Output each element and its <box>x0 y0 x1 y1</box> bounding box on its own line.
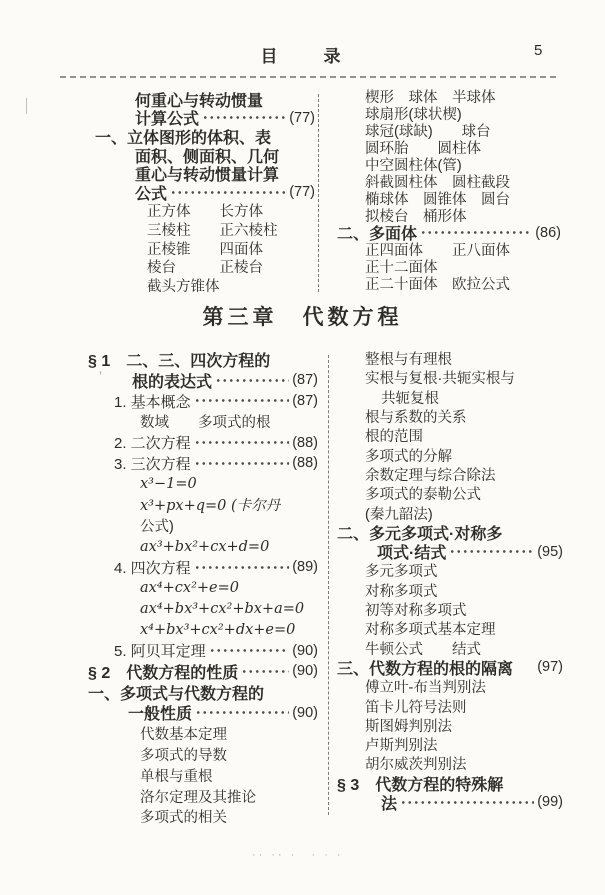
dot-leader <box>449 546 534 557</box>
entry-page-number: (97) <box>537 659 563 676</box>
toc-entry-text: 根的表达式 <box>132 373 213 391</box>
toc-entry-text: 项式·结式 <box>377 545 447 563</box>
header-rule <box>60 76 556 78</box>
toc-line <box>95 164 315 183</box>
entry-page-number: (89) <box>292 559 318 576</box>
toc-line <box>88 661 318 682</box>
toc-entry-text: 椭球体 圆锥体 圆台 <box>365 192 510 208</box>
toc-line <box>88 557 318 578</box>
toc-line <box>88 682 318 703</box>
toc-line <box>337 677 563 696</box>
entry-page-number: (77) <box>289 109 315 126</box>
dot-leader <box>400 797 534 808</box>
entry-page-number: (87) <box>292 372 318 389</box>
toc-entry-text: 多项式的导数 <box>140 748 227 765</box>
toc-line <box>95 220 315 239</box>
toc-entry-text: 中空圆柱体(管) <box>365 158 462 174</box>
toc-entry-text: 三、代数方程的根的隔离 <box>337 660 514 678</box>
toc-entry-text: 正二十面体 欧拉公式 <box>365 277 510 293</box>
toc-line <box>88 578 318 599</box>
dot-leader <box>202 112 286 123</box>
toc-entry-text: 对称多项式基本定理 <box>365 622 496 639</box>
toc-entry-text: § 3 代数方程的特殊解 <box>337 776 504 794</box>
toc-entry-text: ax⁴+bx³+cx²+bx+a=0 <box>140 600 305 617</box>
page-number: 5 <box>534 42 543 59</box>
toc-line <box>95 90 315 109</box>
toc-entry-text: 4. 四次方程 <box>114 559 191 577</box>
dot-leader <box>194 437 290 448</box>
dot-leader <box>420 227 532 238</box>
toc-entry-text: 根与系数的关系 <box>365 410 467 427</box>
toc-entry-text: 球冠(球缺) 球台 <box>365 124 491 140</box>
toc-line <box>337 275 561 292</box>
toc-entry-text: 圆环胎 圆柱体 <box>365 141 481 157</box>
dot-leader <box>194 395 290 406</box>
toc-entry-text: 共轭复根 <box>381 390 439 407</box>
dot-leader <box>209 645 290 656</box>
toc-entry-text: 斜截圆柱体 圆柱截段 <box>365 175 510 191</box>
toc-entry-text: 余数定理与综合除法 <box>365 467 496 484</box>
toc-line <box>337 426 563 445</box>
toc-entry-text: 数域 多项式的根 <box>140 415 271 432</box>
toc-entry-text: x⁴+bx³+cx²+dx+e=0 <box>140 621 296 638</box>
toc-entry-text: 多项式的相关 <box>140 810 227 827</box>
toc-line <box>337 619 563 638</box>
dot-leader <box>194 562 290 573</box>
toc-entry-text: 单根与重根 <box>140 768 213 785</box>
dot-leader <box>195 707 289 718</box>
toc-line <box>88 349 318 370</box>
toc-line <box>337 581 563 600</box>
toc-entry-text: 拟棱台 桶形体 <box>365 209 467 225</box>
toc-line <box>88 723 318 744</box>
toc-entry-text: x³+px+q=0 (卡尔丹 <box>140 498 281 515</box>
column-divider-top <box>318 94 319 292</box>
entry-page-number: (86) <box>535 224 561 241</box>
toc-line <box>337 735 563 754</box>
toc-entry-text: 一般性质 <box>128 706 193 724</box>
toc-entry-text: 二、多元多项式·对称多 <box>337 525 503 543</box>
toc-entry-text: 公式) <box>140 519 174 536</box>
scan-artifact-comma: ’ <box>99 368 103 384</box>
toc-entry-text: 三棱柱 正六棱柱 <box>147 222 278 239</box>
toc-entry-text: ax⁴+cx²+e=0 <box>140 580 240 597</box>
toc-line <box>88 495 318 516</box>
toc-entry-text: 正方体 长方体 <box>147 204 263 221</box>
chapter-title: 第三章 代数方程 <box>202 306 403 329</box>
toc-entry-text: 正四面体 正八面体 <box>365 243 510 259</box>
toc-line <box>337 754 563 773</box>
toc-entry-text: 3. 三次方程 <box>114 455 191 473</box>
entry-page-number: (90) <box>292 704 318 721</box>
toc-line <box>88 515 318 536</box>
toc-entry-text: 根的范围 <box>365 429 423 446</box>
toc-line <box>88 744 318 765</box>
toc-line <box>337 638 563 657</box>
entry-page-number: (88) <box>292 434 318 451</box>
dot-leader <box>241 666 289 677</box>
toc-entry-text: 对称多项式 <box>365 583 438 600</box>
toc-entry-text: 多项式的泰勒公式 <box>365 487 481 504</box>
toc-entry-text: 1. 基本概念 <box>114 393 191 411</box>
toc-column-top-left <box>95 90 315 295</box>
toc-line <box>88 786 318 807</box>
toc-line <box>88 411 318 432</box>
toc-column-top-right <box>337 88 561 292</box>
toc-entry-text: 整根与有理根 <box>365 352 452 369</box>
toc-line <box>337 716 563 735</box>
toc-entry-text: 法 <box>381 795 398 813</box>
toc-entry-text: 多项式的分解 <box>365 448 452 465</box>
toc-column-bottom-right <box>337 349 563 812</box>
toc-line <box>88 599 318 620</box>
entry-page-number: (99) <box>537 794 563 811</box>
toc-line <box>337 484 563 503</box>
toc-line <box>337 445 563 464</box>
toc-entry-text: 楔形 球体 半球体 <box>365 90 496 106</box>
toc-entry-text: 傅立叶-布当判别法 <box>365 680 486 697</box>
entry-page-number: (87) <box>292 392 318 409</box>
toc-entry-text: x³−1=0 <box>140 476 197 493</box>
toc-entry-text: 多元多项式 <box>365 564 438 581</box>
toc-entry-text: 公式 <box>135 185 168 203</box>
toc-line <box>337 600 563 619</box>
toc-entry-text: 一、立体图形的体积、表 <box>95 129 272 147</box>
toc-line <box>88 474 318 495</box>
toc-line <box>88 765 318 786</box>
toc-line <box>337 407 563 426</box>
toc-line <box>95 276 315 295</box>
toc-line <box>337 465 563 484</box>
entry-page-number: (90) <box>292 663 318 680</box>
toc-line <box>337 793 563 812</box>
toc-entry-text: 二、多面体 <box>337 226 418 243</box>
entry-page-number: (88) <box>292 455 318 472</box>
toc-entry-text: 斯图姆判别法 <box>365 718 452 735</box>
toc-entry-text: 计算公式 <box>135 111 200 129</box>
toc-entry-text: 重心与转动惯量计算 <box>135 167 280 185</box>
page-header-title: 目 录 <box>260 47 345 66</box>
toc-line <box>337 658 563 677</box>
toc-line <box>337 523 563 542</box>
toc-entry-text: 面积、侧面积、几何 <box>135 148 280 166</box>
toc-entry-text: § 1 二、三、四次方程的 <box>88 352 271 370</box>
toc-line <box>88 370 318 391</box>
toc-line <box>337 774 563 793</box>
toc-entry-text: 笛卡儿符号法则 <box>365 699 467 716</box>
dot-leader <box>170 187 286 198</box>
toc-entry-text: 牛顿公式 结式 <box>365 641 481 658</box>
toc-entry-text: 初等对称多项式 <box>365 603 467 620</box>
toc-entry-text: 卢斯判别法 <box>365 738 438 755</box>
scan-artifact-bottom-marks: ·· ·· · · · · <box>252 849 344 861</box>
toc-line <box>88 807 318 828</box>
toc-entry-text: § 2 代数方程的性质 <box>88 664 239 682</box>
toc-entry-text: 球扇形(球状楔) <box>365 107 462 123</box>
dot-leader <box>194 458 290 469</box>
toc-line <box>337 542 563 561</box>
toc-line <box>337 388 563 407</box>
toc-line <box>337 696 563 715</box>
scan-artifact-edge-mark <box>26 98 27 114</box>
toc-line <box>337 368 563 387</box>
toc-entry-text: 胡尔威茨判别法 <box>365 757 467 774</box>
toc-entry-text: 棱台 正棱台 <box>147 260 263 277</box>
toc-entry-text: 2. 二次方程 <box>114 435 191 453</box>
toc-line <box>88 536 318 557</box>
toc-line <box>88 619 318 640</box>
toc-entry-text: 一、多项式与代数方程的 <box>88 685 265 703</box>
toc-entry-text: 截头方锥体 <box>147 278 220 295</box>
toc-line <box>95 183 315 202</box>
toc-entry-text: 正十二面体 <box>365 260 438 276</box>
toc-line <box>88 640 318 661</box>
toc-line <box>88 703 318 724</box>
toc-line <box>88 391 318 412</box>
toc-line <box>88 453 318 474</box>
toc-entry-text: 实根与复根·共轭实根与 <box>365 371 515 388</box>
toc-line <box>337 503 563 522</box>
toc-entry-text: (秦九韶法) <box>365 506 433 523</box>
toc-column-bottom-left <box>88 349 318 827</box>
toc-entry-text: 5. 阿贝耳定理 <box>114 643 206 661</box>
toc-entry-text: 代数基本定理 <box>140 727 227 744</box>
toc-entry-text: 正棱锥 四面体 <box>147 241 263 258</box>
dot-leader <box>215 375 289 386</box>
toc-entry-text: ax³+bx²+cx+d=0 <box>140 538 270 555</box>
entry-page-number: (95) <box>537 543 563 560</box>
column-divider-bottom <box>328 355 329 815</box>
toc-line <box>337 561 563 580</box>
toc-line <box>88 432 318 453</box>
entry-page-number: (90) <box>292 642 318 659</box>
toc-entry-text: 洛尔定理及其推论 <box>140 789 256 806</box>
toc-line <box>95 257 315 276</box>
toc-line <box>337 349 563 368</box>
toc-line <box>95 239 315 258</box>
toc-line <box>95 202 315 221</box>
toc-entry-text: 何重心与转动惯量 <box>135 92 264 110</box>
entry-page-number: (77) <box>289 184 315 201</box>
